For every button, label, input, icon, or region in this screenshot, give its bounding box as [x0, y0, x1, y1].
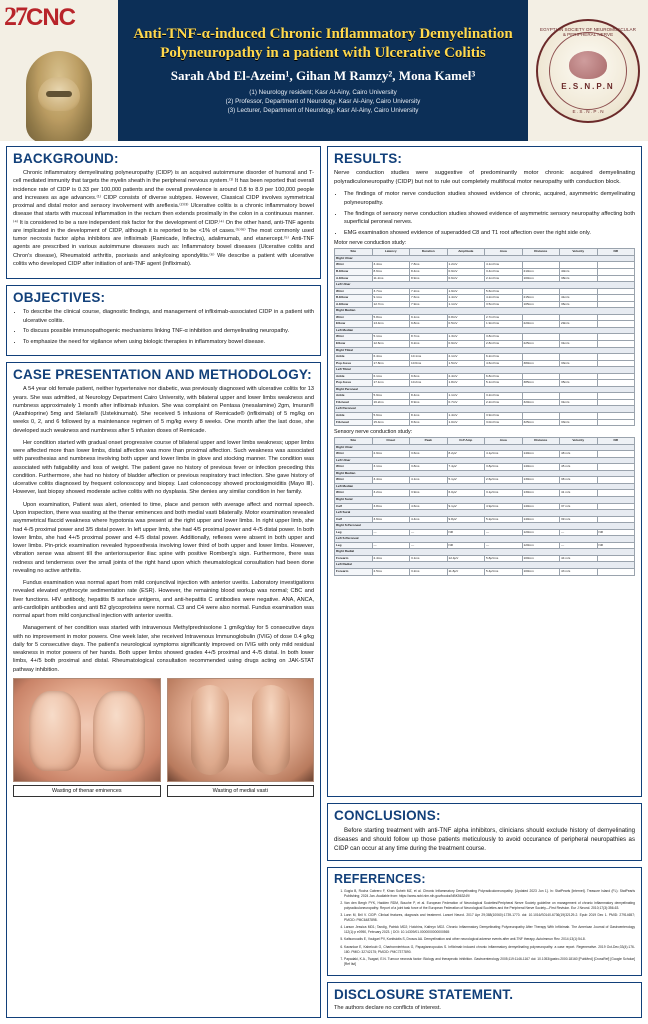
table-cell: 105mm — [522, 301, 560, 308]
table-cell: 17.1ms — [372, 380, 410, 387]
table-cell: 3.2ms — [372, 490, 410, 497]
table-cell: Wrist — [335, 490, 373, 497]
table-cell: 16.2ms — [372, 399, 410, 406]
table-cell: 3.8mVms — [485, 334, 523, 341]
table-column-header: Latency — [372, 249, 410, 256]
table-cell: 7.4µV — [447, 464, 485, 471]
table-column-header: Distance — [522, 438, 560, 445]
table-cell: 8.1ms — [410, 413, 448, 420]
conclusions-section — [327, 803, 642, 861]
table-cell: A.Elbow — [335, 301, 373, 308]
table-cell: — — [485, 529, 523, 536]
table-cell: 11.2ms — [372, 275, 410, 282]
objectives-item: • To discuss possible immunopathogenic mechanisms linking TNF-α inhibition and demyelinating neuropathy. — [23, 327, 314, 335]
table-cell: 12.7ms — [372, 301, 410, 308]
cnc-logo — [4, 2, 112, 42]
table-row — [335, 419, 635, 426]
header-center — [118, 0, 528, 141]
table-cell: 8.6ms — [372, 268, 410, 275]
table-group-row: Left Radial — [335, 562, 635, 569]
reference-item: 7. Papadaki, K.A., Tsagari, E.N. Tumour necrosis factor: Biology and therapeutic inhibition. Gastroenterology 2005;119:1146-1167 doi: 10.1053/gastro.2000.18160 [PubMed] [CrossRef] [Google Scholar] [Ref list] — [344, 957, 635, 967]
table-cell: 8.6ms — [410, 419, 448, 426]
table-cell: 1.8mV — [447, 380, 485, 387]
pharaoh-illustration — [26, 51, 92, 141]
author-list: Sarah Abd El-Azeim¹, Gihan M Ramzy², Mona Kamel³ — [170, 67, 476, 83]
table-cell: NR — [447, 529, 485, 536]
table-cell: 3.9ms — [410, 490, 448, 497]
poster-body — [0, 141, 648, 1024]
table-cell: 5.8ms — [372, 314, 410, 321]
table-group-row: Right Sural — [335, 497, 635, 504]
table-cell: 2.5ms — [372, 569, 410, 576]
table-cell: NR — [447, 542, 485, 549]
conclusions-text: Before starting treatment with anti-TNF alpha inhibitors, clinicians should exclude history of demyelinating diseases and should follow up those patients meticulously to avoid occurance of peripheral neuropathies as CIDP can occur at any time during the treatment course. — [334, 826, 635, 853]
esnpn-top-text: EGYPTIAN SOCIETY OF NEUROMUSCULAR & PERIPHERAL NERVE — [540, 26, 636, 37]
table-cell: 8.2µV — [447, 451, 485, 458]
table-cell: 2.9ms — [372, 451, 410, 458]
objectives-list — [13, 308, 314, 347]
table-cell: 41m/s — [560, 295, 598, 302]
table-cell: 4.6mVms — [485, 360, 523, 367]
table-cell: 2.2mVms — [485, 399, 523, 406]
table-cell: 1.1mV — [447, 393, 485, 400]
table-cell: 140mm — [522, 451, 560, 458]
table-cell: — — [485, 542, 523, 549]
table-cell: 5.6mVms — [485, 288, 523, 295]
disclosure-text: The authors declare no conflicts of interest. — [334, 1005, 441, 1011]
table-cell: 120mm — [522, 542, 560, 549]
table-cell: 17.8ms — [372, 360, 410, 367]
motor-table-label: Motor nerve conduction study: — [334, 240, 407, 247]
table-column-header: Distance — [522, 249, 560, 256]
table-cell: 33m/s — [560, 360, 598, 367]
table-column-header: O-P Amp — [447, 438, 485, 445]
table-cell: 1.2mV — [447, 262, 485, 269]
references-list — [334, 889, 635, 967]
brain-icon — [569, 51, 607, 79]
table-cell: 5.8µVms — [485, 555, 523, 562]
table-group-row: Left Sural — [335, 510, 635, 517]
table-cell: 4.6ms — [410, 503, 448, 510]
table-cell: 2.7mVms — [485, 314, 523, 321]
table-cell: 1.4mV — [447, 295, 485, 302]
society-logo — [528, 0, 648, 141]
reference-item: 4. Larson Jessica MD1; Tandig, Patrick MD2; Hutchins, Kathryn MD2. Chronic Inflammatory Demyelinating Polyneuropathy After Therapy With Infliximab. The American Journal of Gastroenterology 112(1):p e0950, February 2023. | DOI: 10.14309/01.0000000000000565 — [344, 925, 635, 935]
reference-item: 5. Kaltsonoudis E, Voulgari PV, Konitsiotis S, Drosos AA. Demyelination and other neurological adverse events after anti-TNF therapy. Autoimmun Rev. 2014;13(1):54-8. — [344, 937, 635, 942]
table-cell: Wrist — [335, 334, 373, 341]
table-cell: 3.9mVms — [485, 413, 523, 420]
case-presentation-section — [6, 362, 321, 1018]
table-column-header: Duration — [410, 249, 448, 256]
table-group-row: Right Median — [335, 470, 635, 477]
table-cell: 5.1µV — [447, 477, 485, 484]
table-cell: 3.8ms — [372, 503, 410, 510]
table-cell: 3.8µVms — [485, 464, 523, 471]
table-group-row: Right Ulnar — [335, 444, 635, 451]
table-cell: 4.4ms — [410, 516, 448, 523]
esnpn-inner — [549, 32, 627, 110]
case-paragraph: Management of her condition was started with intravenous Methylprednisolone 1 gm/kg/day for 5 consecutive days with no improvement in motor powers. One week later, she received Intravenous Immunoglobulin (IVIG) of dose 0.4 g/kg daily for 5 consecutive days. The patient's neurological symptoms significantly improved on IVIG with only mild residual weakness in motor powers of her hands. Both upper limbs showed grades 4+/5 proximal and 4-/5 distal. In both lower limbs, 4+/5 both proximal and distal. Rheumatological consultation recommended using drugs acting on JAK-STAT pathway inhibition. — [13, 625, 314, 673]
table-group-row: Left Peroneal — [335, 406, 635, 413]
table-group-row: Right Radial — [335, 549, 635, 556]
table-cell: Leg — [335, 529, 373, 536]
table-cell: 0.6mV — [447, 275, 485, 282]
table-cell: 6.4ms — [372, 354, 410, 361]
table-cell — [597, 569, 635, 576]
affiliation-2: (2) Professor, Department of Neurology, Kasr Al-Ainy, Cairo University — [225, 97, 421, 105]
table-cell: Ankle — [335, 393, 373, 400]
case-paragraph: A 54 year old female patient, neither hypertensive nor diabetic, was previously diagnosed with ulcerative colitis for 13 years. She was admitted, at Neurology Department Cairo University, with bilateral upper and lower limbs weakness and numbness approximately 1 month after infliximab infusion. She was complaint on Pentasa (mesalamine) 2gm, Imuran® (Azathioprine) 5mg and Stelara® (Ustekinumab). She received 5 infusions of Remicade® (infliximab) of 5 mg/kg on weeks 0, 2, and 6 followed by a maintenance regimen of 5 mg/kg every 8 weeks. One month after the last dose, she developed such weakness and numbness after 5 infusion doses of Remicade. — [13, 386, 314, 434]
table-cell: 4.2mVms — [485, 295, 523, 302]
table-cell: 140mm — [522, 503, 560, 510]
table-cell: 130mm — [522, 477, 560, 484]
table-column-header: Area — [485, 438, 523, 445]
table-cell: 1.1mV — [447, 301, 485, 308]
table-cell: 100mm — [522, 569, 560, 576]
reference-item: 2. Van den Bergh PYK, Hadden RDM, Bouche P, et al. European Federation of Neurological Societies/Peripheral Nerve Society guideline on management of chronic inflammatory demyelinating polyradiculoneuropathy: Report of a joint task force of the European Federation of Neurological Societies and the Peripheral Nerve Society—First Revision. Eur J Neurol. 2010;17(3):356-63. — [344, 901, 635, 911]
results-bullet: • The findings of motor nerve conduction studies showed evidence of chronic, acquired, asymmetric demyelinating polyneuropathy. — [344, 190, 635, 207]
table-cell: 15.4ms — [372, 419, 410, 426]
table-cell: 6.2mVms — [485, 354, 523, 361]
table-cell: 1.5mV — [447, 360, 485, 367]
sensory-table-label: Sensory nerve conduction study: — [334, 429, 413, 436]
results-section — [327, 146, 642, 797]
table-cell: Ankle — [335, 373, 373, 380]
table-cell: 100mm — [522, 555, 560, 562]
table-cell: Calf — [335, 503, 373, 510]
table-cell: 9.2ms — [410, 340, 448, 347]
table-cell: 31m/s — [560, 340, 598, 347]
table-cell: Wrist — [335, 464, 373, 471]
results-bullets — [334, 190, 635, 237]
table-cell: 130mm — [522, 490, 560, 497]
table-cell: 12.4µV — [447, 555, 485, 562]
table-cell: 4.9µVms — [485, 503, 523, 510]
affiliation-3: (3) Lecturer, Department of Neurology, Kasr Al-Ainy, Cairo University — [227, 107, 419, 115]
table-cell: Forearm — [335, 555, 373, 562]
table-cell: 1.4mV — [447, 413, 485, 420]
reference-item: 1. Gogia B, Rocha Cabrero F, Khan Suheb MZ, et al. Chronic Inflammatory Demyelinating Polyradiculoneuropathy. [Updated 2023 Jun 1]. In: StatPearls [Internet]. Treasure Island (FL): StatPearls Publishing; 2024 Jan. Available from: https://www.ncbi.nlm.nih.gov/books/NBK563249/ — [344, 889, 635, 899]
table-cell: 29m/s — [560, 321, 598, 328]
table-group-row: Right Tibial — [335, 347, 635, 354]
table-cell: 3.0mVms — [485, 419, 523, 426]
table-cell: 9.1ms — [372, 295, 410, 302]
table-cell: A.Elbow — [335, 275, 373, 282]
reference-item: 3. Lunn M, Bril V. CIDP: Clinical features, diagnosis and treatment. Lancet Neurol. 2017 Apr 29;388(10060):1739-1770. doi: 10.1016/S0140-6736(19)32129-2. Epub 2019 Dec 1. PMID: 27914657; PMCID: PMC6487898. — [344, 913, 635, 923]
conference-logo — [0, 0, 118, 141]
table-cell: 325mm — [522, 419, 560, 426]
table-group-row: Right Ulnar — [335, 255, 635, 262]
table-group-row: Left Ulnar — [335, 282, 635, 289]
table-column-header: Peak — [410, 438, 448, 445]
table-cell: 4.1mVms — [485, 262, 523, 269]
table-cell: 3.4ms — [372, 477, 410, 484]
table-cell: 11.8µV — [447, 569, 485, 576]
table-cell: Ankle — [335, 354, 373, 361]
table-cell: 5.4µVms — [485, 569, 523, 576]
table-cell: 44 m/s — [560, 555, 598, 562]
table-cell: 3.6ms — [410, 451, 448, 458]
table-cell: 320mm — [522, 399, 560, 406]
table-cell: 0.8mV — [447, 314, 485, 321]
table-cell: 7.6ms — [410, 295, 448, 302]
table-cell: 1.3mV — [447, 334, 485, 341]
table-cell: 10.2ms — [410, 380, 448, 387]
table-cell: 3.5mVms — [485, 301, 523, 308]
table-cell: 5.9ms — [372, 393, 410, 400]
case-presentation-title: CASE PRESENTATION AND METHODOLOGY: — [13, 367, 312, 383]
disclosure-section — [327, 982, 642, 1018]
table-cell: 8.7ms — [410, 334, 448, 341]
table-column-header: Velocity — [560, 249, 598, 256]
table-cell: 140mm — [522, 516, 560, 523]
table-cell: 10.6ms — [410, 360, 448, 367]
table-cell: 8.9ms — [410, 399, 448, 406]
table-cell: 1.9mVms — [485, 321, 523, 328]
table-cell: 8.9ms — [410, 275, 448, 282]
left-column — [6, 146, 321, 1018]
table-group-row: Right S.Peroneal — [335, 523, 635, 530]
table-cell: 43 m/s — [560, 569, 598, 576]
table-group-row: Left S.Peroneal — [335, 536, 635, 543]
table-cell: 0.7mV — [447, 399, 485, 406]
table-cell: 8.4ms — [410, 268, 448, 275]
objectives-section — [6, 285, 321, 356]
table-cell: — — [560, 542, 598, 549]
table-cell: 7.8ms — [410, 262, 448, 269]
disclosure-title: DISCLOSURE STATEMENT. — [334, 987, 514, 1002]
case-paragraph: Upon examination, Patient was alert, oriented to time, place and person with average affect and normal speech. Upon inspection, there was wasting at the thenar eminences and both medial vasti bilaterally. Motor examination revealed asymmetrical flaccid weakness where hypotonia was present at the right upper and lower limbs. In right upper limb, she had 4-/5 proximal power and 3/5 distal power. In left upper limb, she had 4/5 proximal power and 4-/5 distal power. In both lower limbs, she had 4+/5 proximal power and 4-/5 distal power. Additionally, reflexes were absent in both upper and lower limbs. Pin-prick examination revealed hypoesthesia involving lower third of both upper and lower limbs. However, vibration sense was absent till the anteriorsuperior iliac spine with positive Romberg's sign. Furthermore, there was redness and tenderness over the small joints of the right hand upon which rheumatological consultation had been done revealing no active arthritis. — [13, 501, 314, 574]
objectives-title: OBJECTIVES: — [13, 290, 106, 306]
table-cell: 3.1ms — [372, 464, 410, 471]
table-cell: 215mm — [522, 295, 560, 302]
sensory-nerve-conduction-table — [334, 437, 635, 575]
right-column — [327, 146, 642, 1018]
table-cell: 9.6ms — [410, 373, 448, 380]
table-cell: 4.1ms — [410, 477, 448, 484]
background-title: BACKGROUND: — [13, 151, 119, 166]
table-cell: Forearm — [335, 569, 373, 576]
table-cell: 10.1ms — [410, 354, 448, 361]
table-cell: 5.6ms — [372, 413, 410, 420]
table-cell: 37 m/s — [560, 503, 598, 510]
table-cell: Elbow — [335, 321, 373, 328]
table-cell: 9.1µV — [447, 503, 485, 510]
table-cell: 210mm — [522, 268, 560, 275]
table-cell: 38m/s — [560, 275, 598, 282]
table-cell: — — [560, 529, 598, 536]
table-cell: 2.6µVms — [485, 477, 523, 484]
table-cell: 9.8ms — [410, 321, 448, 328]
background-section — [6, 146, 321, 279]
table-cell: 6.0µV — [447, 490, 485, 497]
table-cell: Ankle — [335, 413, 373, 420]
table-group-row: Left Ulnar — [335, 457, 635, 464]
table-cell: Wrist — [335, 314, 373, 321]
hands-photo — [13, 678, 161, 782]
conclusions-title: CONCLUSIONS: — [334, 807, 441, 823]
table-cell: 6.1ms — [372, 373, 410, 380]
table-cell — [597, 419, 635, 426]
table-cell: — — [410, 542, 448, 549]
table-cell: 33m/s — [560, 419, 598, 426]
table-cell: 39 m/s — [560, 516, 598, 523]
table-cell: 0.9mV — [447, 340, 485, 347]
table-cell: 5.1ms — [372, 334, 410, 341]
table-column-header: Site — [335, 438, 373, 445]
table-cell: 225mm — [522, 340, 560, 347]
table-cell: 2.4mV — [447, 373, 485, 380]
table-group-row: Left Median — [335, 483, 635, 490]
reference-item: 6. Kavankar E, Kabeloub O, Charbonnierbtous G, Papagiannopoulos S. Infliximab induced chronic inflammatory demyelinating polyneuropathy: a case report. Regenerative. 2019 Oct-Dec;33(4):176-180. PMID: 32742175; PMCID: PMC7377890. — [344, 945, 635, 955]
table-cell: 1.9mV — [447, 288, 485, 295]
table-cell: 140mm — [522, 464, 560, 471]
table-cell: — — [410, 529, 448, 536]
table-cell: 3.2mVms — [485, 393, 523, 400]
table-cell: 3.6ms — [372, 516, 410, 523]
table-cell: Fib.head — [335, 419, 373, 426]
table-cell: Calf — [335, 516, 373, 523]
table-cell: 12.6ms — [372, 340, 410, 347]
table-cell: 38 m/s — [560, 477, 598, 484]
table-cell: 2.1mV — [447, 354, 485, 361]
case-images — [13, 678, 314, 797]
table-column-header: NR — [597, 438, 635, 445]
poster-title: Anti-TNF-α-induced Chronic Inflammatory Demyelination Polyneuropathy in a patient with Ulcerative Colitis — [133, 26, 513, 62]
table-column-header: Site — [335, 249, 373, 256]
references-section — [327, 867, 642, 976]
objectives-item: • To describe the clinical course, diagnostic findings, and management of infliximab-associated CIDP in a patient with ulcerative colitis. — [23, 308, 314, 325]
table-cell: 31m/s — [560, 399, 598, 406]
table-cell: — — [372, 529, 410, 536]
table-cell: 4.1µVms — [485, 451, 523, 458]
cnc-logo-text: CNC — [26, 4, 75, 31]
results-bullet: • The findings of sensory nerve conduction studies showed evidence of asymmetric sensory neuropathy affecting both superficial peroneal nerves. — [344, 210, 635, 227]
table-group-row: Left Tibial — [335, 367, 635, 374]
table-group-row: Left Median — [335, 327, 635, 334]
table-row — [335, 569, 635, 576]
table-cell: Fib.head — [335, 399, 373, 406]
legs-image-block — [167, 678, 315, 797]
esnpn-seal — [536, 19, 640, 123]
table-cell: 2.1mVms — [485, 275, 523, 282]
table-cell: 5.1mVms — [485, 380, 523, 387]
table-cell: 6.8mVms — [485, 373, 523, 380]
table-cell: 0.9mV — [447, 268, 485, 275]
hands-photo-caption: Wasting of thenar eminences — [13, 785, 161, 797]
objectives-item: • To emphasize the need for vigilance when using biologic therapies in inflammatory bowel disease. — [23, 338, 314, 346]
results-lead: Nerve conduction studies were suggestive of predominantly motor chronic acquired demyelinating polyradiculoneuropathy (CIDP) but not to rule out completely multifocal motor neuropathy with conduction block. — [334, 170, 635, 185]
table-cell: 3.7ms — [372, 288, 410, 295]
table-cell: — — [372, 542, 410, 549]
case-paragraph: Her condition started with gradual onset progressive course of bilateral upper and lower limbs weakness; upper limbs were affected more than lower limbs, distal affection was more than proximal affection. Such weakness was associated with paresthesias and numbness involving both upper and lower limbs in glove and stocking manner. The condition was associated with fatigability and loss of weight. The patient gave no history of previous fever or infection preceding this condition. Furthermore, she had no history of bladder affection or previous respiratory tract infection. She gave history of ulcerative colitis diagnosed by frequent colonoscopy and biopsy. Last colonoscopy showed proctosigmoiditis (Mayo Ⅲ). However, last biopsy showed moderate active colitis with no dysplasia. She denies any similar condition in her family. — [13, 439, 314, 496]
table-cell: 385mm — [522, 380, 560, 387]
table-cell: Wrist — [335, 262, 373, 269]
table-cell: 9.1ms — [410, 314, 448, 321]
table-cell: Pop.fossa — [335, 360, 373, 367]
table-cell: Pop.fossa — [335, 380, 373, 387]
table-cell: 3.1µVms — [485, 490, 523, 497]
motor-nerve-conduction-table — [334, 248, 635, 426]
table-cell: 13.4ms — [372, 321, 410, 328]
table-cell: NR — [597, 542, 635, 549]
table-group-row: Right Median — [335, 308, 635, 315]
table-cell: 5.2µVms — [485, 516, 523, 523]
hands-image-block — [13, 678, 161, 797]
poster-header — [0, 0, 648, 141]
table-column-header: NR — [597, 249, 635, 256]
table-cell: 120mm — [522, 529, 560, 536]
table-cell: 0.5mV — [447, 321, 485, 328]
table-cell: B.Elbow — [335, 295, 373, 302]
table-cell: 380mm — [522, 360, 560, 367]
table-column-header: Amplitude — [447, 249, 485, 256]
esnpn-letters: E.S.N.P.N — [561, 81, 615, 91]
table-cell: 48 m/s — [560, 451, 598, 458]
table-cell: 2.4ms — [372, 555, 410, 562]
affiliation-1: (1) Neurology resident; Kasr Al-Ainy, Cairo University — [249, 88, 397, 96]
esnpn-bottom-text: E . S . N . P . N — [572, 108, 604, 114]
table-cell: 8.4ms — [410, 393, 448, 400]
references-title: REFERENCES: — [334, 871, 426, 886]
table-cell: 1.0mV — [447, 419, 485, 426]
table-cell: 3.4mVms — [485, 268, 523, 275]
table-column-header: Velocity — [560, 438, 598, 445]
table-cell: 36m/s — [560, 301, 598, 308]
table-cell: 9.8µV — [447, 516, 485, 523]
table-cell: 100mm — [522, 275, 560, 282]
table-cell: 41 m/s — [560, 490, 598, 497]
table-cell: 3.4ms — [372, 262, 410, 269]
table-cell: 45 m/s — [560, 464, 598, 471]
table-group-row: Right Peroneal — [335, 386, 635, 393]
table-cell: 40m/s — [560, 268, 598, 275]
table-cell: 3.2ms — [410, 569, 448, 576]
case-paragraph: Fundus examination was normal apart from mild conjunctival injection with anterior uveitis. Laboratory investigations revealed elevated erythrocyte sedimentation rate (ESR). However, the remaining blood workup was normal; CBC and liver functions. HIV antibody, hepatitis B surface antigens, and anti-hepatitis C antibodies were negative. ANA, ANCA, anti-cardiolipin antibodies and anti B2 glycoproteins were normal. C3 and C4 were also normal. Fundus examination was normal apart from mild conjunctival injection with anterior uveitis. — [13, 580, 314, 620]
results-bullet: • EMG examination showed evidence of superadded C8 and T1 root affection over the right side only. — [344, 229, 635, 237]
table-cell: 7.9ms — [410, 301, 448, 308]
background-paragraph: Chronic inflammatory demyelinating polyneuropathy (CIDP) is an acquired autoimmune disorder of humoral and T-cell mediated immunity that targets the myelin sheath in the peripheral nervous system.⁽¹⁾ It has been reported that overall incidence rate of CIDP is 0.33 per 100,000 patients and the overall prevalence is around 0.8 to 8.9 per 100,000 people and increases as age advances.⁽¹⁾ CIDP consists of diverse subtypes. However, Classical CIDP involves symmetrical proximal and distal motor and sensory involvement with areflexia.⁽²⁾⁽³⁾ Ulcerative colitis is a chronic inflammatory bowel disease that starts with mucosal inflammation in the rectum then extends proximally in the colon in a continuous manner.⁽⁴⁾ It is considered to be a rare independent risk factor for the development of CIDP.⁽⁴⁾ On the other hand, anti-TNF agents are implicated in the development of CIDP, although it is reported to be <1% of cases.⁽⁵⁾⁽⁶⁾ The most commonly used tumor necrosis factor alpha inhibitors are infliximab (Ramicade, Inflectra), adalimumab, and etanercept.⁽⁵⁾ Anti-TNF agents are prescribed in various autoimmune diseases such as: Inflammatory bowel diseases (Ulcerative colitis and Chron's disease), Rheumatoid arthritis, psoriasis and ankylosing spondylitis.⁽⁶⁾ We describe a patient with ulcerative colitis who developed CIDP after initiation of anti-TNF agent (Infliximab). — [13, 170, 314, 267]
table-cell: NR — [597, 529, 635, 536]
legs-photo-caption: Wasting of medial vasti — [167, 785, 315, 797]
table-cell: B.Elbow — [335, 268, 373, 275]
table-cell: 2.8mVms — [485, 340, 523, 347]
table-cell: Wrist — [335, 477, 373, 484]
cnc-logo-number: 27 — [4, 2, 26, 31]
table-cell: Wrist — [335, 451, 373, 458]
table-cell: Leg — [335, 542, 373, 549]
table-column-header: Onset — [372, 438, 410, 445]
table-cell: 7.2ms — [410, 288, 448, 295]
table-cell: Elbow — [335, 340, 373, 347]
legs-photo — [167, 678, 315, 782]
table-cell: 3.8ms — [410, 464, 448, 471]
table-column-header: Area — [485, 249, 523, 256]
table-cell: Wrist — [335, 288, 373, 295]
results-title: RESULTS: — [334, 151, 403, 166]
table-cell: 220mm — [522, 321, 560, 328]
table-cell: 35m/s — [560, 380, 598, 387]
table-cell: 3.1ms — [410, 555, 448, 562]
